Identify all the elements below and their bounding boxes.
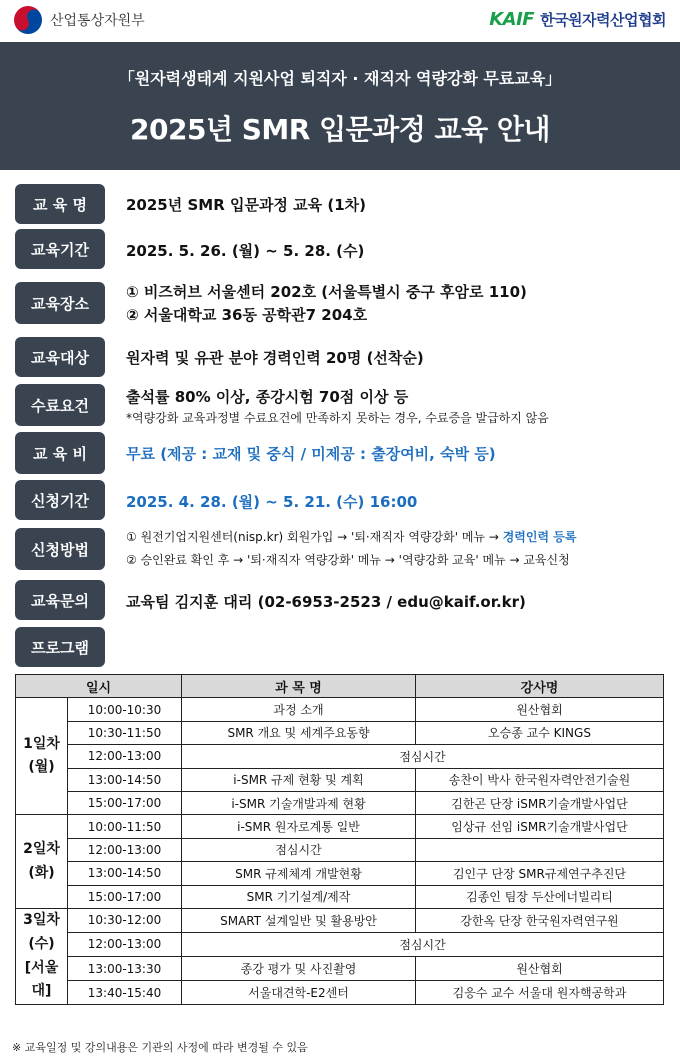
- target-value: 원자력 및 유관 분야 경력인력 20명 (선착순): [126, 349, 424, 367]
- day-3-label: 3일차 (수) [서울대]: [23, 911, 60, 1000]
- label-fee: 교 육 비: [15, 432, 105, 474]
- lunch-cell: 점심시간: [182, 838, 416, 861]
- kaif-mark: KAIF: [489, 9, 535, 30]
- header-subject: 과 목 명: [182, 675, 416, 698]
- table-row: [16, 745, 664, 768]
- method-line-2: ② 승인완료 확인 후 → '퇴·재직자 역량강화' 메뉴 → '역량강화 교육' 메뉴 → 교육신청: [126, 553, 570, 567]
- day-2-label: 2일차 (화): [23, 840, 60, 881]
- day-2-cell: [16, 815, 68, 909]
- time-cell: 13:00-14:50: [68, 862, 182, 885]
- ministry-name: 산업통상자원부: [50, 13, 145, 29]
- subject-cell: 과정 소개: [182, 698, 416, 721]
- label-period: 교육기간: [15, 229, 105, 269]
- time-cell: 10:30-11:50: [68, 721, 182, 744]
- course-name: 2025년 SMR 입문과정 교육 (1차): [126, 196, 366, 214]
- lecturer-cell: 오승종 교수 KINGS: [416, 721, 664, 744]
- schedule-table: [15, 674, 664, 1005]
- lecturer-cell: 김인구 단장 SMR규제연구추진단: [416, 862, 664, 885]
- label-program: 프로그램: [15, 627, 105, 667]
- kaif-logo: [489, 9, 666, 30]
- lunch-cell: 점심시간: [182, 932, 664, 956]
- taegeuk-emblem-icon: [9, 1, 47, 39]
- time-cell: 12:00-13:00: [68, 932, 182, 956]
- table-row: [16, 815, 664, 838]
- page-title: 2025년 SMR 입문과정 교육 안내: [130, 113, 550, 146]
- lunch-cell: 점심시간: [182, 745, 664, 768]
- place-line-1: ① 비즈허브 서울센터 202호 (서울특별시 중구 후암로 110): [126, 283, 527, 301]
- label-apply-period: 신청기간: [15, 480, 105, 520]
- time-cell: 12:00-13:00: [68, 745, 182, 768]
- table-header-row: [16, 675, 664, 698]
- time-cell: 15:00-17:00: [68, 791, 182, 814]
- label-method: 신청방법: [15, 528, 105, 570]
- contact-value: 교육팀 김지훈 대리 (02-6953-2523 / edu@kaif.or.kr): [126, 593, 526, 611]
- table-row: [16, 862, 664, 885]
- label-contact: 교육문의: [15, 580, 105, 620]
- table-row: [16, 908, 664, 932]
- day-3-cell: [16, 908, 68, 1004]
- logo-bar: [0, 0, 680, 42]
- day-1-label: 1일차 (월): [23, 735, 60, 776]
- lecturer-cell: [416, 838, 664, 861]
- time-cell: 10:00-10:30: [68, 698, 182, 721]
- lecturer-cell: 임상규 선임 iSMR기술개발사업단: [416, 815, 664, 838]
- ministry-logo: [14, 6, 145, 34]
- completion-note: *역량강화 교육과정별 수료요건에 만족하지 못하는 경우, 수료증을 발급하지 않음: [126, 411, 549, 425]
- time-cell: 13:00-13:30: [68, 957, 182, 981]
- header-lecturer: 강사명: [416, 675, 664, 698]
- subject-cell: SMR 개요 및 세계주요동향: [182, 721, 416, 744]
- subject-cell: i-SMR 기술개발과제 현황: [182, 791, 416, 814]
- lecturer-cell: 송찬이 박사 한국원자력안전기술원: [416, 768, 664, 791]
- time-cell: 12:00-13:00: [68, 838, 182, 861]
- label-course-name: 교 육 명: [15, 184, 105, 224]
- table-row: [16, 838, 664, 861]
- method-line-1-text: ① 원전기업지원센터(nisp.kr) 회원가입 → '퇴·재직자 역량강화' 메뉴 →: [126, 530, 499, 544]
- table-row: [16, 791, 664, 814]
- table-row: [16, 768, 664, 791]
- lecturer-cell: 원산협회: [416, 957, 664, 981]
- lecturer-cell: 김종인 팀장 두산에너빌리티: [416, 885, 664, 908]
- lecturer-cell: 김응수 교수 서울대 원자핵공학과: [416, 981, 664, 1005]
- method-line-1: [126, 528, 576, 545]
- label-target: 교육대상: [15, 337, 105, 377]
- label-place: 교육장소: [15, 282, 105, 324]
- table-row: [16, 721, 664, 744]
- subject-cell: 종강 평가 및 사진촬영: [182, 957, 416, 981]
- time-cell: 13:00-14:50: [68, 768, 182, 791]
- time-cell: 15:00-17:00: [68, 885, 182, 908]
- header-subtitle: 「원자력생태계 지원사업 퇴직자 · 재직자 역량강화 무료교육」: [118, 69, 562, 88]
- time-cell: 10:00-11:50: [68, 815, 182, 838]
- table-row: [16, 885, 664, 908]
- subject-cell: i-SMR 원자로계통 일반: [182, 815, 416, 838]
- career-registration-link[interactable]: 경력인력 등록: [502, 530, 577, 544]
- time-cell: 10:30-12:00: [68, 908, 182, 932]
- table-row: [16, 957, 664, 981]
- footnote: ※ 교육일정 및 강의내용은 기관의 사정에 따라 변경될 수 있음: [12, 1041, 308, 1054]
- subject-cell: SMR 기기설계/제작: [182, 885, 416, 908]
- subject-cell: SMR 규제체계 개발현황: [182, 862, 416, 885]
- fee-value: 무료 (제공 : 교재 및 중식 / 미제공 : 출장여비, 숙박 등): [126, 445, 496, 463]
- label-completion: 수료요건: [15, 384, 105, 426]
- header-datetime: 일시: [16, 675, 182, 698]
- lecturer-cell: 강한옥 단장 한국원자력연구원: [416, 908, 664, 932]
- apply-period-value: 2025. 4. 28. (월) ~ 5. 21. (수) 16:00: [126, 493, 418, 511]
- header-banner: [0, 42, 680, 170]
- subject-cell: i-SMR 규제 현황 및 계획: [182, 768, 416, 791]
- completion-value: 출석률 80% 이상, 종강시험 70점 이상 등: [126, 388, 409, 406]
- lecturer-cell: 원산협회: [416, 698, 664, 721]
- kaif-name: 한국원자력산업협회: [540, 11, 666, 29]
- subject-cell: 서울대견학-E2센터: [182, 981, 416, 1005]
- subject-cell: SMART 설계일반 및 활용방안: [182, 908, 416, 932]
- day-1-cell: [16, 698, 68, 815]
- lecturer-cell: 김한곤 단장 iSMR기술개발사업단: [416, 791, 664, 814]
- table-row: [16, 981, 664, 1005]
- table-row: [16, 932, 664, 956]
- table-row: [16, 698, 664, 721]
- place-line-2: ② 서울대학교 36동 공학관7 204호: [126, 306, 368, 324]
- course-period: 2025. 5. 26. (월) ~ 5. 28. (수): [126, 242, 365, 260]
- time-cell: 13:40-15:40: [68, 981, 182, 1005]
